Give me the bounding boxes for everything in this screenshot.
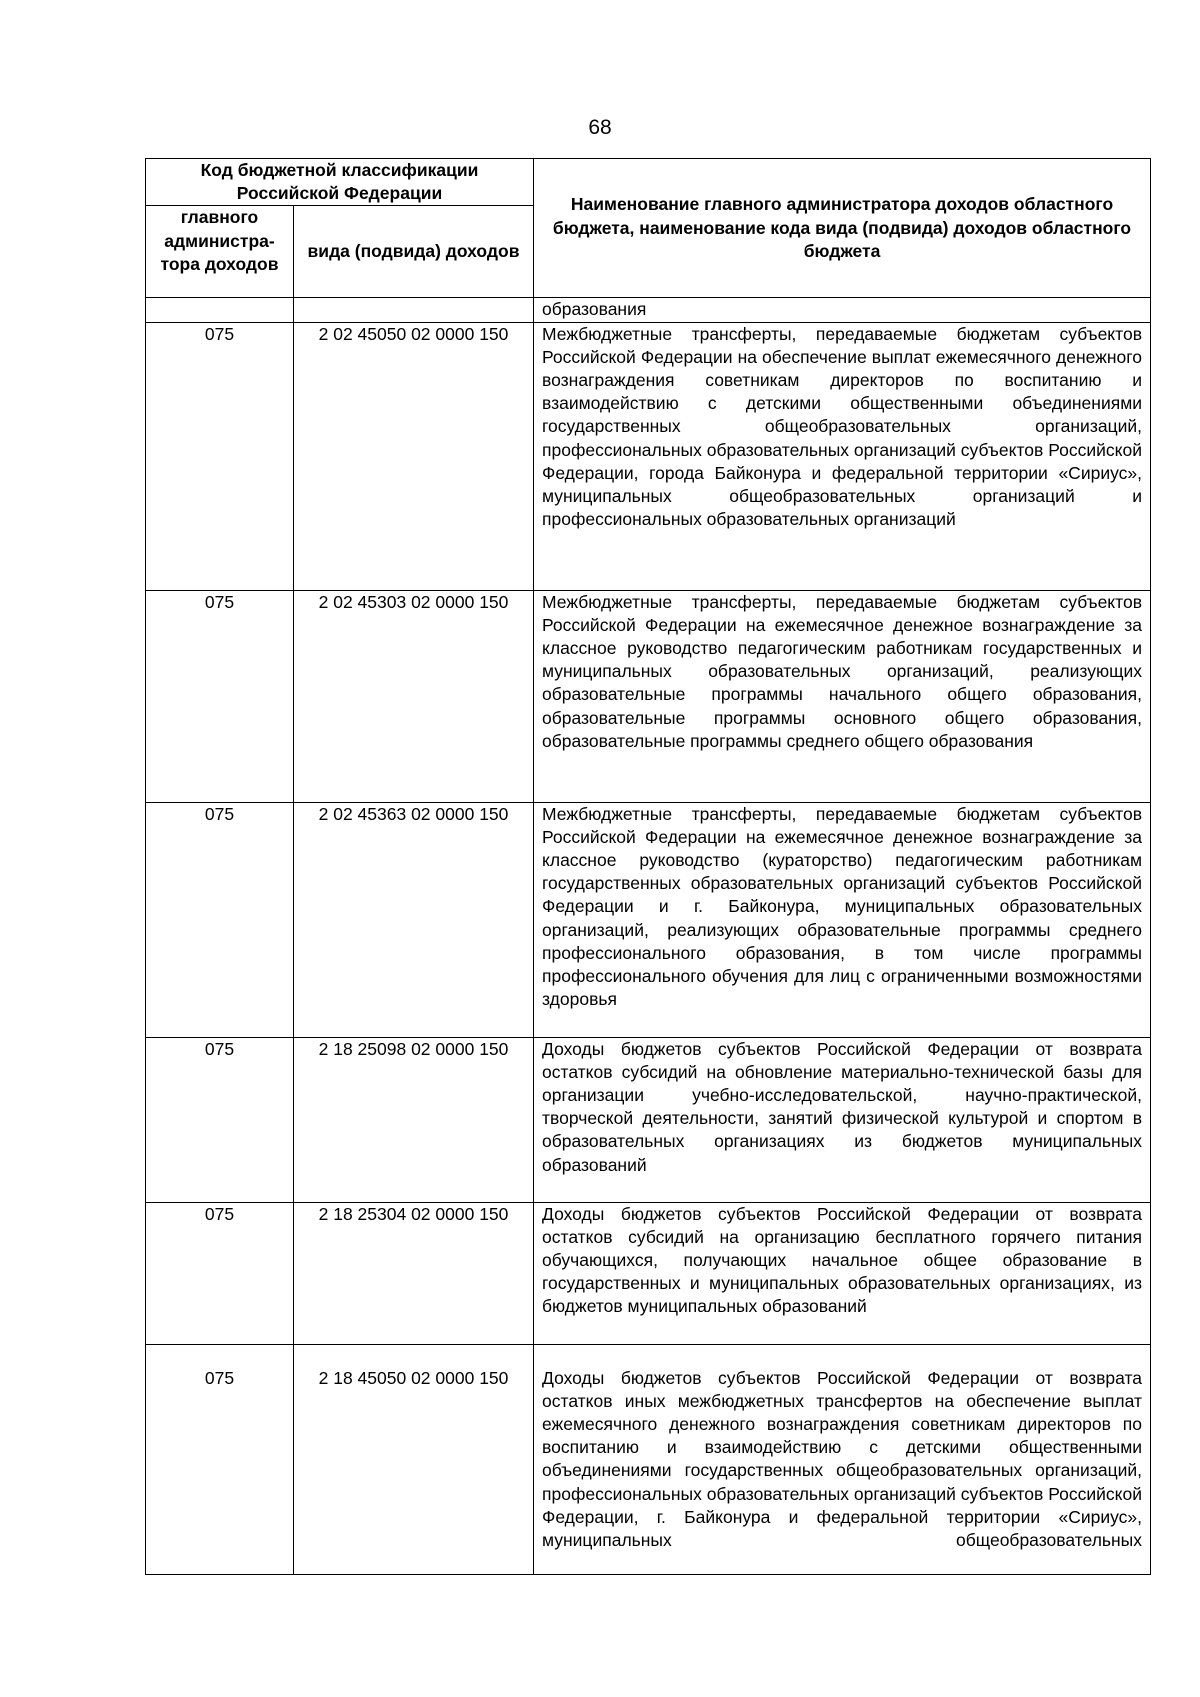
header-code-cell: вида (подвида) доходов bbox=[294, 206, 534, 298]
table-row bbox=[146, 1344, 1151, 1574]
income-name-cell: Межбюджетные трансферты, передаваемые бюджетам субъектов Российской Федерации на обеспечение выплат ежемесячного денежного вознаграждения советникам директоров по воспитанию и взаимодействию с детскими общественными объединениями государственных общеобразовательных организаций, профессиональных образовательных организаций субъектов Российской Федерации, города Байконура и федеральной территории «Сириус», муниципальных общеобразовательных организаций и профессиональных образовательных организаций bbox=[534, 322, 1151, 590]
header-group-cell: Код бюджетной классификации Российской Федерации bbox=[146, 159, 534, 206]
table-row bbox=[146, 1037, 1151, 1202]
income-name-cell: Доходы бюджетов субъектов Российской Федерации от возврата остатков субсидий на организацию бесплатного горячего питания обучающихся, получающих начальное общее образование в государственных и муниципальных образовательных организациях, из бюджетов муниципальных образований bbox=[534, 1202, 1151, 1344]
continuation-row bbox=[146, 298, 1151, 322]
continuation-code-cell bbox=[294, 298, 534, 322]
income-name-cell: Межбюджетные трансферты, передаваемые бюджетам субъектов Российской Федерации на ежемесячное денежное вознаграждение за классное руководство (кураторство) педагогическим работникам государственных образовательных организаций субъектов Российской Федерации и г. Байконура, муниципальных образовательных организаций, реализующих образовательные программы среднего профессионального образования, в том числе программы профессионального обучения для лиц с ограниченными возможностями здоровья bbox=[534, 802, 1151, 1037]
header-row-1 bbox=[146, 159, 1151, 206]
admin-code-cell: 075 bbox=[146, 1344, 294, 1574]
income-code-cell: 2 18 45050 02 0000 150 bbox=[294, 1344, 534, 1574]
income-name-cell: Межбюджетные трансферты, передаваемые бюджетам субъектов Российской Федерации на ежемесячное денежное вознаграждение за классное руководство педагогическим работникам государственных и муниципальных образовательных организаций, реализующих образовательные программы начального общего образования, образовательные программы основного общего образования, образовательные программы среднего общего образования bbox=[534, 590, 1151, 802]
header-name-cell: Наименование главного администратора доходов областного бюджета, наименование кода вида (подвида) доходов областного бюджета bbox=[534, 159, 1151, 298]
income-code-cell: 2 02 45363 02 0000 150 bbox=[294, 802, 534, 1037]
admin-code-cell: 075 bbox=[146, 1037, 294, 1202]
income-code-cell: 2 02 45303 02 0000 150 bbox=[294, 590, 534, 802]
table-row bbox=[146, 322, 1151, 590]
income-code-cell: 2 18 25098 02 0000 150 bbox=[294, 1037, 534, 1202]
income-name-cell: Доходы бюджетов субъектов Российской Федерации от возврата остатков иных межбюджетных трансфертов на обеспечение выплат ежемесячного денежного вознаграждения советникам директоров по воспитанию и взаимодействию с детскими общественными объединениями государственных общеобразовательных организаций, профессиональных образовательных организаций субъектов Российской Федерации, г. Байконура и федеральной территории «Сириус», муниципальных общеобразовательных bbox=[534, 1344, 1151, 1574]
table-row bbox=[146, 590, 1151, 802]
admin-code-cell: 075 bbox=[146, 802, 294, 1037]
header-admin-cell: главного администра-тора доходов bbox=[146, 206, 294, 298]
admin-code-cell: 075 bbox=[146, 1202, 294, 1344]
continuation-admin-cell bbox=[146, 298, 294, 322]
table-row bbox=[146, 802, 1151, 1037]
admin-code-cell: 075 bbox=[146, 590, 294, 802]
table-row bbox=[146, 1202, 1151, 1344]
continuation-name-cell: образования bbox=[534, 298, 1151, 322]
admin-code-cell: 075 bbox=[146, 322, 294, 590]
budget-classification-table bbox=[145, 158, 1151, 1575]
income-code-cell: 2 02 45050 02 0000 150 bbox=[294, 322, 534, 590]
income-code-cell: 2 18 25304 02 0000 150 bbox=[294, 1202, 534, 1344]
page-number: 68 bbox=[588, 116, 612, 139]
income-name-cell: Доходы бюджетов субъектов Российской Федерации от возврата остатков субсидий на обновление материально-технической базы для организации учебно-исследовательской, научно-практической, творческой деятельности, занятий физической культурой и спортом в образовательных организациях из бюджетов муниципальных образований bbox=[534, 1037, 1151, 1202]
